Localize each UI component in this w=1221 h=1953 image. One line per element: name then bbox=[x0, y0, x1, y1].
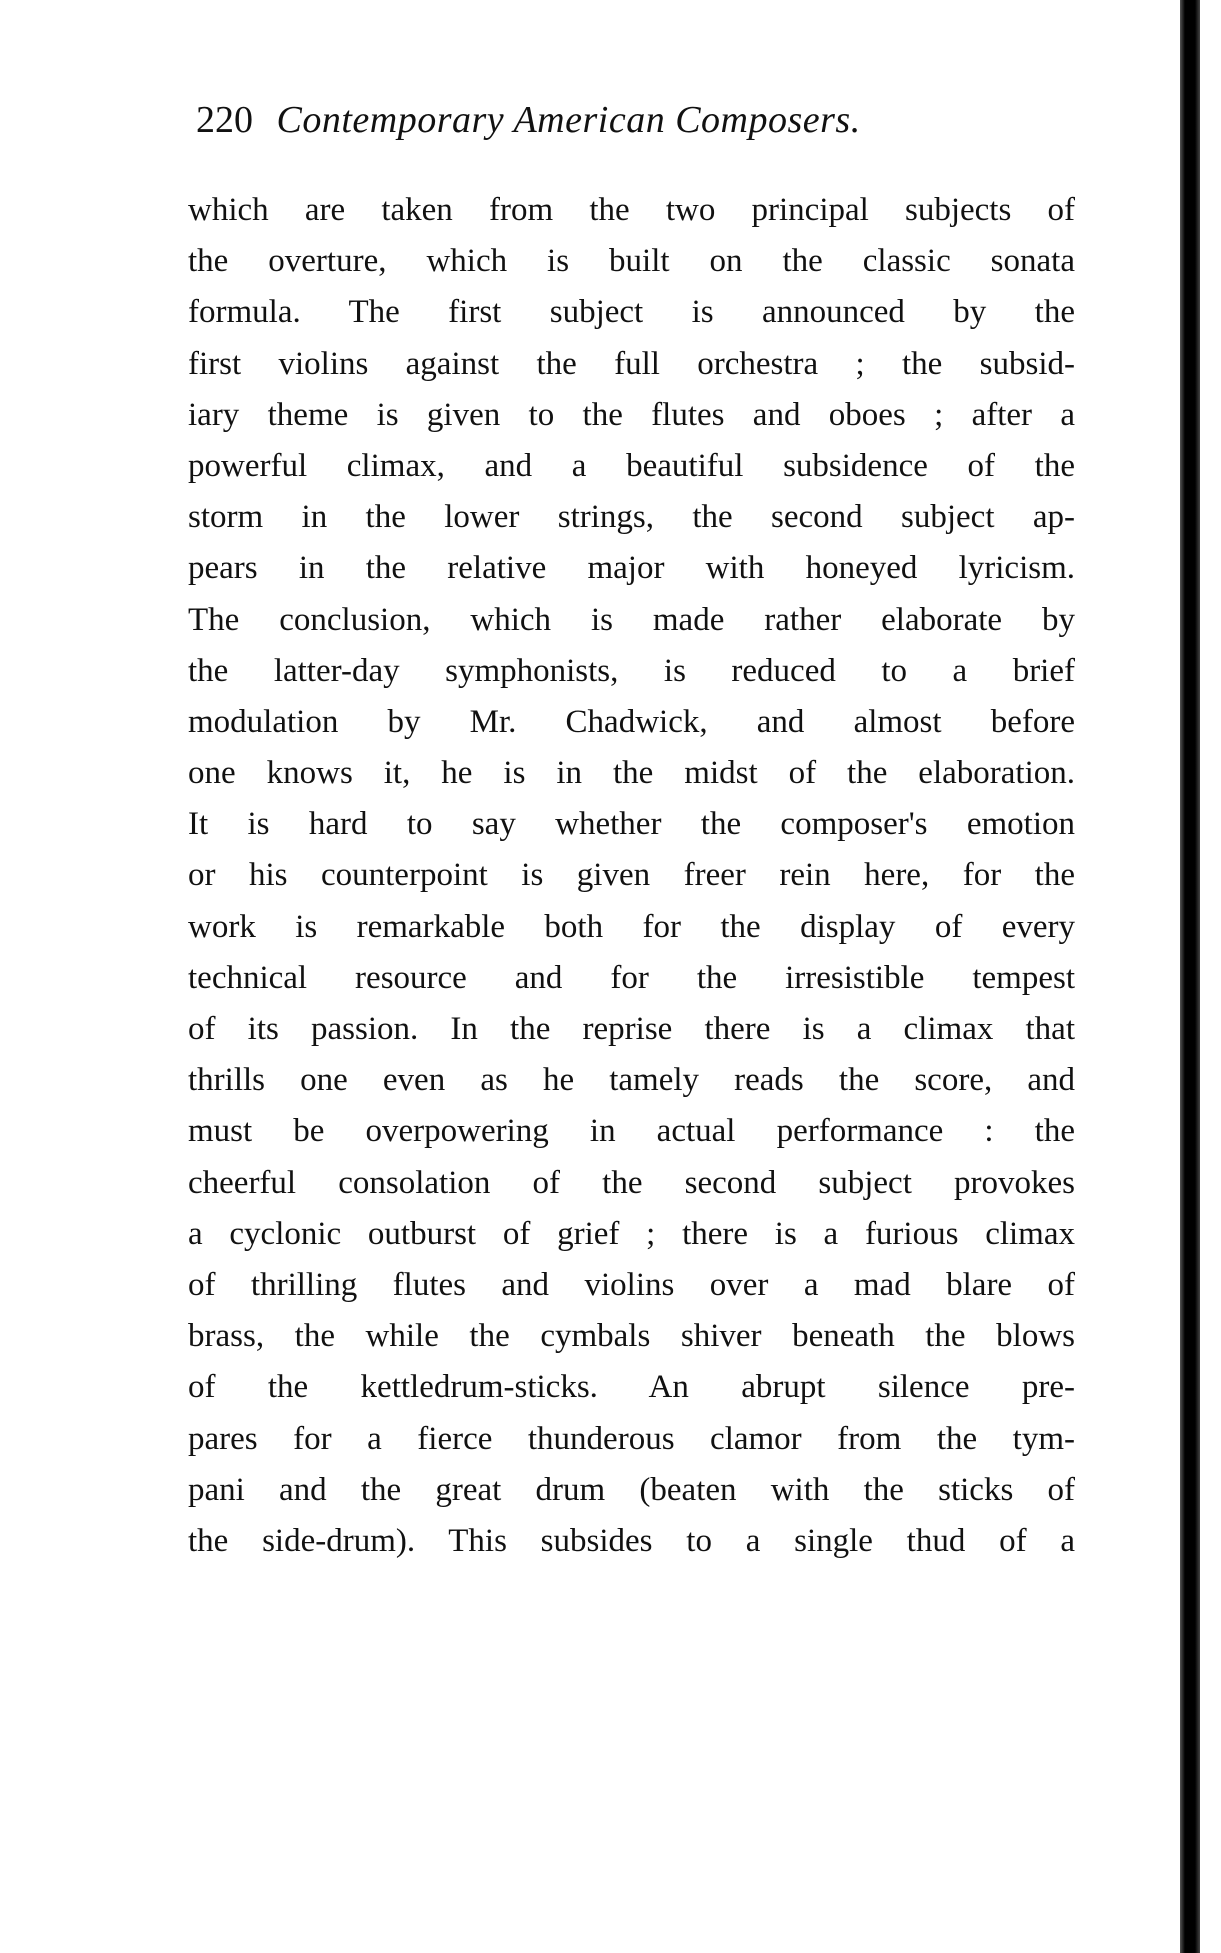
running-header bbox=[196, 98, 861, 142]
text-line: of its passion. In the reprise there is a climax that bbox=[188, 1011, 1075, 1047]
text-line: which are taken from the two principal subjects of bbox=[188, 192, 1075, 228]
text-line: cheerful consolation of the second subject provokes bbox=[188, 1164, 1075, 1201]
text-line: of thrilling flutes and violins over a mad blare of bbox=[188, 1266, 1075, 1303]
text-line: thrills one even as he tamely reads the score, and bbox=[188, 1062, 1075, 1099]
page-number: 220 bbox=[196, 99, 253, 141]
text-line: iary theme is given to the flutes and oboes ; after a bbox=[188, 396, 1075, 433]
running-title: Contemporary American Composers. bbox=[276, 99, 861, 141]
text-line: or his counterpoint is given freer rein here, for the bbox=[188, 857, 1075, 894]
text-line: modulation by Mr. Chadwick, and almost before bbox=[188, 703, 1075, 740]
text-line: storm in the lower strings, the second subject ap- bbox=[188, 499, 1075, 536]
text-line: the side-drum). This subsides to a single thud of a bbox=[188, 1522, 1075, 1559]
text-line: the overture, which is built on the classic sonata bbox=[188, 243, 1075, 280]
body-text bbox=[188, 185, 1075, 1567]
text-line: It is hard to say whether the composer's emotion bbox=[188, 806, 1075, 843]
text-line: brass, the while the cymbals shiver beneath the blows bbox=[188, 1318, 1075, 1355]
page-edge-shadow bbox=[1180, 0, 1200, 1953]
text-line: pares for a fierce thunderous clamor from the tym- bbox=[188, 1420, 1075, 1457]
text-line: the latter-day symphonists, is reduced to a brief bbox=[188, 652, 1075, 689]
text-line: technical resource and for the irresistible tempest bbox=[188, 959, 1075, 996]
text-line: must be overpowering in actual performance : the bbox=[188, 1113, 1075, 1150]
text-line: of the kettledrum-sticks. An abrupt silence pre- bbox=[188, 1369, 1075, 1406]
text-line: first violins against the full orchestra ; the subsid- bbox=[188, 345, 1075, 382]
text-line: work is remarkable both for the display of every bbox=[188, 908, 1075, 945]
text-line: pani and the great drum (beaten with the sticks of bbox=[188, 1471, 1075, 1508]
text-line: pears in the relative major with honeyed lyricism. bbox=[188, 550, 1075, 587]
text-line: one knows it, he is in the midst of the elaboration. bbox=[188, 755, 1075, 792]
text-line: formula. The first subject is announced by the bbox=[188, 294, 1075, 331]
text-line: The conclusion, which is made rather elaborate by bbox=[188, 601, 1075, 638]
text-line: powerful climax, and a beautiful subsidence of the bbox=[188, 447, 1075, 484]
text-line: a cyclonic outburst of grief ; there is a furious climax bbox=[188, 1215, 1075, 1252]
